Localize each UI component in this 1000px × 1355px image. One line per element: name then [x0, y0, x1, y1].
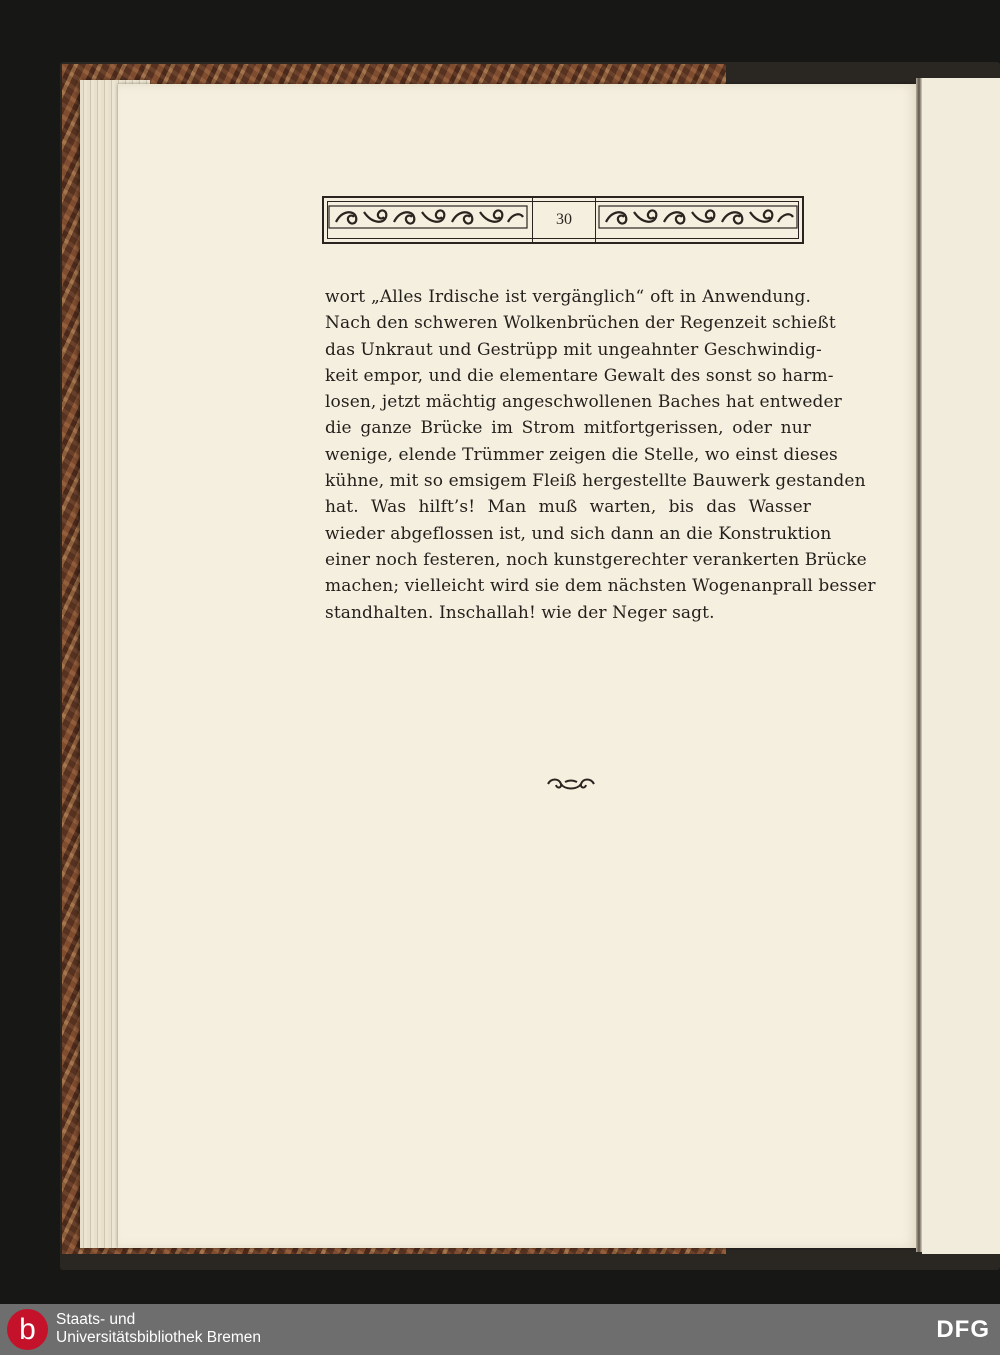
text-line: wieder abgeflossen ist, und sich dann an die Konstruktion — [325, 523, 832, 544]
footer-bar — [0, 1304, 1000, 1355]
text-line: kühne, mit so emsigem Fleiß hergestellte Bauwerk gestanden — [325, 471, 866, 492]
ornament-band-icon — [328, 202, 528, 232]
text-line: keit empor, und die elementare Gewalt des sonst so harm- — [325, 365, 834, 386]
logo-letter: b — [19, 1312, 36, 1346]
text-line: einer noch festeren, noch kunstgerechter verankerten Brücke — [325, 549, 867, 570]
body-text — [325, 284, 876, 626]
ornament-band-icon — [598, 202, 798, 232]
text-line: losen, jetzt mächtig angeschwollenen Baches hat entweder — [325, 392, 842, 413]
page-header — [322, 196, 804, 244]
text-line: wort „Alles Irdische ist vergänglich“ oft in Anwendung. — [325, 287, 811, 307]
text-line: wenige, elende Trümmer zeigen die Stelle, wo einst dieses — [325, 444, 838, 465]
institution-line-2: Universitätsbibliothek Bremen — [56, 1329, 262, 1346]
text-line: das Unkraut und Gestrüpp mit ungeahnter Geschwindig- — [325, 339, 822, 360]
text-line: die ganze Brücke im Strom mitfortgerissen, oder nur — [325, 418, 811, 439]
library-logo[interactable] — [7, 1309, 48, 1350]
text-line: Nach den schweren Wolkenbrüchen der Regenzeit schießt — [325, 313, 836, 334]
institution-name[interactable] — [56, 1311, 261, 1347]
page-number: 30 — [532, 198, 596, 242]
vignette-icon — [545, 776, 597, 792]
text-line: standhalten. Inschallah! wie der Neger sagt. — [325, 602, 715, 623]
facing-page — [922, 78, 1000, 1254]
institution-line-1: Staats- und — [56, 1311, 136, 1328]
bleed-through-text — [325, 620, 815, 990]
dfg-logo[interactable]: DFG — [936, 1316, 990, 1343]
text-line: hat. Was hilft’s! Man muß warten, bis das Wasser — [325, 497, 811, 518]
text-line: machen; vielleicht wird sie dem nächsten Wogenanprall besser — [325, 576, 876, 597]
